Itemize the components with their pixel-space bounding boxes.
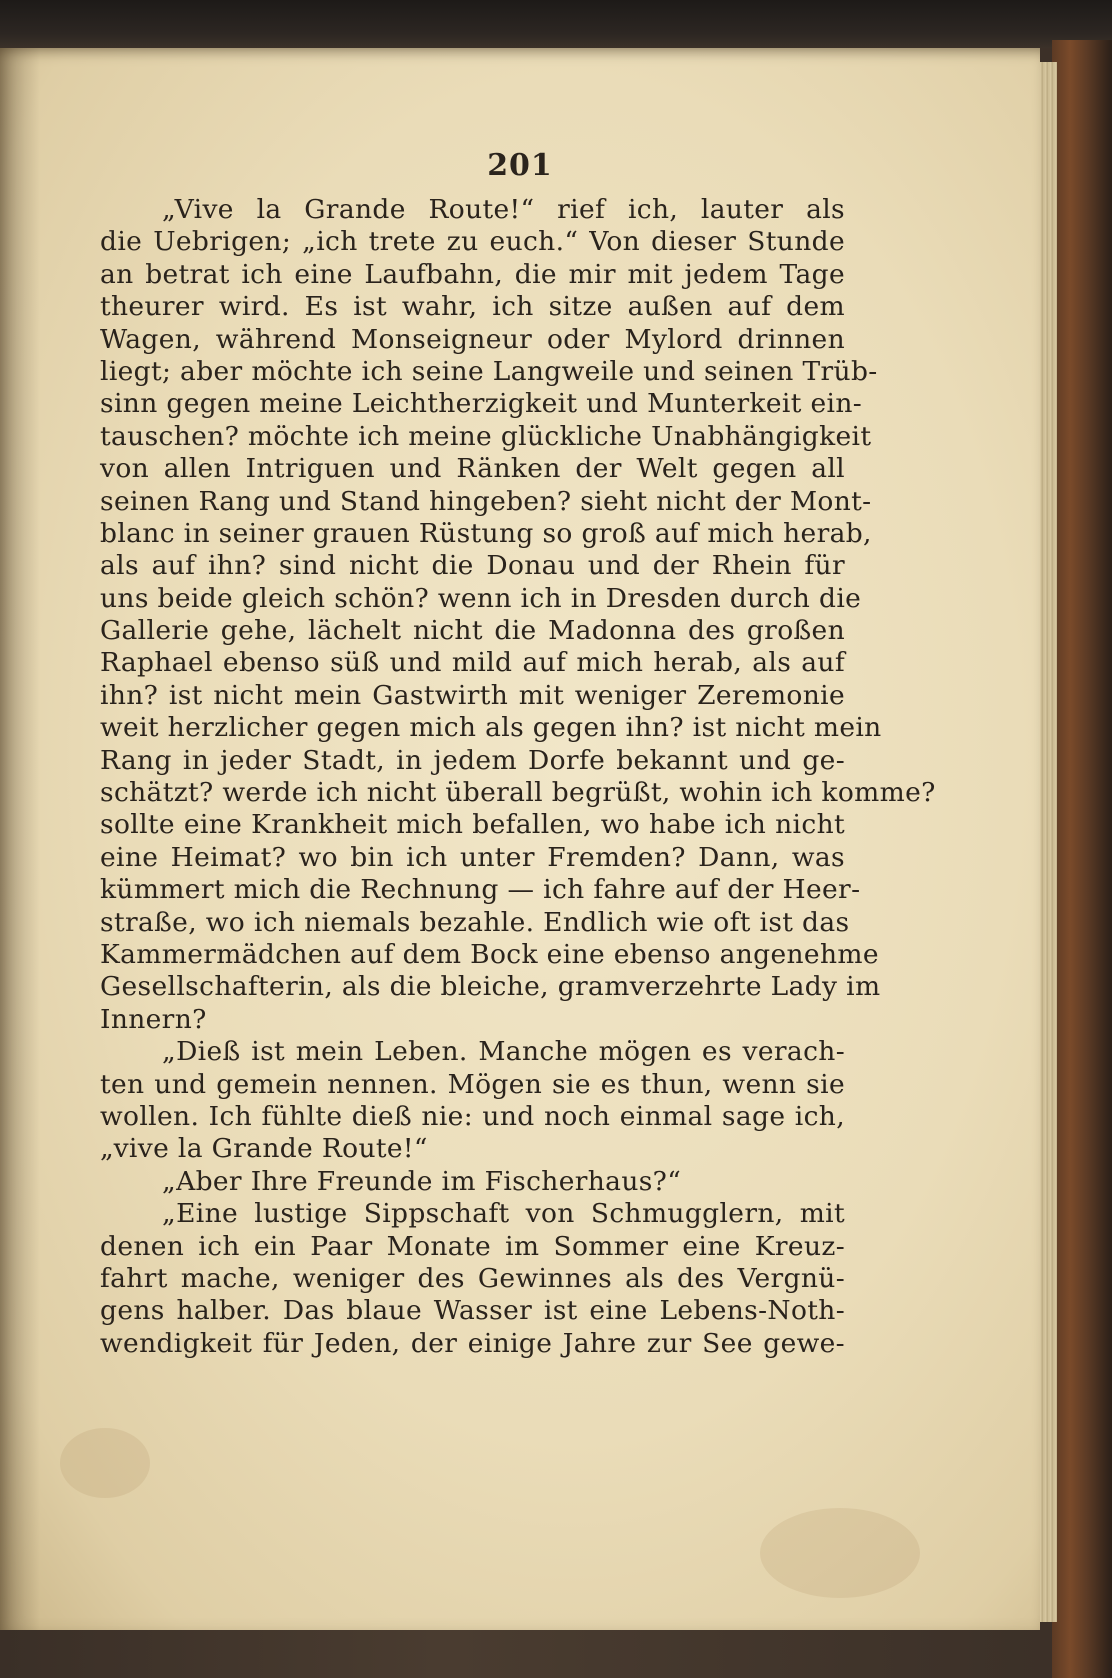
text-line: blanc in seiner grauen Rüstung so groß auf mich herab, bbox=[100, 517, 872, 549]
paper-stain bbox=[60, 1428, 150, 1498]
book-cover-edge bbox=[1052, 40, 1112, 1678]
text-line: Raphael ebenso süß und mild auf mich herab, als auf bbox=[100, 647, 845, 679]
text-line: sollte eine Krankheit mich befallen, wo habe ich nicht bbox=[100, 809, 845, 841]
text-line: Innern? bbox=[100, 1003, 207, 1035]
paper-stain bbox=[760, 1508, 920, 1598]
text-line: seinen Rang und Stand hingeben? sieht nicht der Mont- bbox=[100, 485, 872, 517]
text-line: „vive la Grande Route!“ bbox=[100, 1133, 428, 1165]
text-line: theurer wird. Es ist wahr, ich sitze außen auf dem bbox=[100, 291, 845, 323]
text-line: tauschen? möchte ich meine glückliche Unabhängigkeit bbox=[100, 420, 872, 452]
text-line: Gallerie gehe, lächelt nicht die Madonna des großen bbox=[100, 615, 845, 647]
text-line: „Eine lustige Sippschaft von Schmugglern, mit bbox=[162, 1198, 845, 1230]
text-line: die Uebrigen; „ich trete zu euch.“ Von dieser Stunde bbox=[100, 226, 845, 258]
text-line: Kammermädchen auf dem Bock eine ebenso angenehme bbox=[100, 938, 879, 970]
text-line: Wagen, während Monseigneur oder Mylord drinnen bbox=[100, 323, 845, 355]
text-line: denen ich ein Paar Monate im Sommer eine Kreuz- bbox=[100, 1230, 845, 1262]
book-binding-top bbox=[0, 0, 1112, 48]
text-line: Rang in jeder Stadt, in jedem Dorfe bekannt und ge- bbox=[100, 744, 845, 776]
page-number: 201 bbox=[487, 148, 553, 183]
text-line: schätzt? werde ich nicht überall begrüßt, wohin ich komme? bbox=[100, 777, 936, 809]
text-line: „Dieß ist mein Leben. Manche mögen es verach- bbox=[162, 1036, 845, 1068]
text-line: wendigkeit für Jeden, der einige Jahre zur See gewe- bbox=[100, 1327, 845, 1359]
text-line: gens halber. Das blaue Wasser ist eine Lebens-Noth- bbox=[100, 1295, 845, 1327]
book-page bbox=[0, 48, 1040, 1630]
text-line: liegt; aber möchte ich seine Langweile und seinen Trüb- bbox=[100, 355, 878, 387]
text-line: eine Heimat? wo bin ich unter Fremden? Dann, was bbox=[100, 841, 845, 873]
text-line: von allen Intriguen und Ränken der Welt gegen all bbox=[100, 453, 845, 485]
text-line: Gesellschafterin, als die bleiche, gramverzehrte Lady im bbox=[100, 971, 881, 1003]
text-line: straße, wo ich niemals bezahle. Endlich wie oft ist das bbox=[100, 906, 850, 938]
text-line: fahrt mache, weniger des Gewinnes als des Vergnü- bbox=[100, 1262, 845, 1294]
gutter-shadow bbox=[0, 48, 40, 1630]
text-line: ten und gemein nennen. Mögen sie es thun, wenn sie bbox=[100, 1068, 845, 1100]
text-line: als auf ihn? sind nicht die Donau und der Rhein für bbox=[100, 550, 845, 582]
text-line: uns beide gleich schön? wenn ich in Dresden durch die bbox=[100, 582, 862, 614]
text-line: „Aber Ihre Freunde im Fischerhaus?“ bbox=[162, 1165, 682, 1197]
text-line: sinn gegen meine Leichtherzigkeit und Munterkeit ein- bbox=[100, 388, 863, 420]
text-line: kümmert mich die Rechnung — ich fahre auf der Heer- bbox=[100, 874, 861, 906]
text-line: an betrat ich eine Laufbahn, die mir mit jedem Tage bbox=[100, 258, 845, 290]
text-line: „Vive la Grande Route!“ rief ich, lauter als bbox=[162, 194, 845, 225]
text-line: weit herzlicher gegen mich als gegen ihn? ist nicht mein bbox=[100, 712, 882, 744]
body-text bbox=[100, 194, 936, 1360]
text-line: wollen. Ich fühlte dieß nie: und noch einmal sage ich, bbox=[100, 1100, 845, 1132]
text-line: ihn? ist nicht mein Gastwirth mit weniger Zeremonie bbox=[100, 679, 845, 711]
